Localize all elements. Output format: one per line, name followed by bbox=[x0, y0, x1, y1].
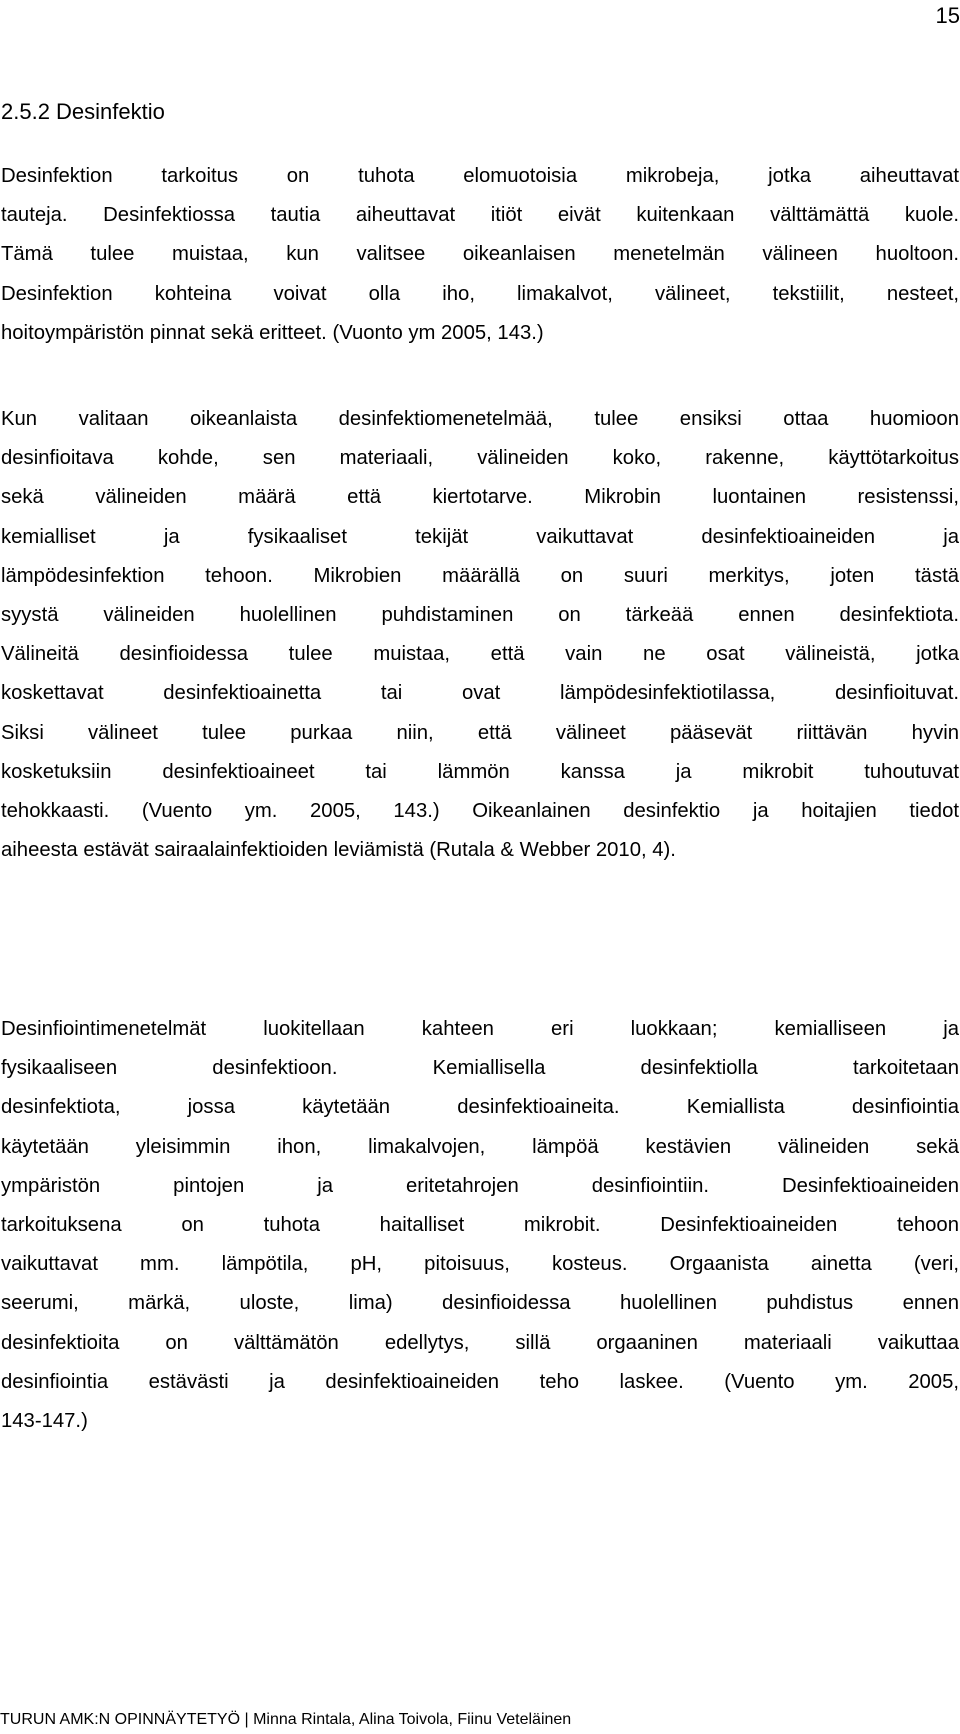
text-line: kosketuksiin desinfektioaineet tai lämmön kanssa ja mikrobit tuhoutuvat bbox=[1, 760, 959, 783]
section-heading: 2.5.2 Desinfektio bbox=[1, 99, 165, 124]
text-line: tehokkaasti. (Vuento ym. 2005, 143.) Oikeanlainen desinfektio ja hoitajien tiedot bbox=[1, 799, 959, 822]
text-line: sekä välineiden määrä että kiertotarve. Mikrobin luontainen resistenssi, bbox=[1, 486, 959, 509]
text-line: koskettavat desinfektioainetta tai ovat lämpödesinfektiotilassa, desinfioituvat. bbox=[1, 682, 959, 705]
text-line: 143-147.) bbox=[1, 1409, 88, 1432]
text-line: aiheesta estävät sairaalainfektioiden leviämistä (Rutala & Webber 2010, 4). bbox=[1, 839, 676, 862]
text-line: lämpödesinfektion tehoon. Mikrobien määrällä on suuri merkitys, joten tästä bbox=[1, 564, 959, 587]
text-line: ympäristön pintojen ja eritetahrojen desinfiointiin. Desinfektioaineiden bbox=[1, 1174, 959, 1197]
text-line: desinfiointia estävästi ja desinfektioaineiden teho laskee. (Vuento ym. 2005, bbox=[1, 1370, 959, 1393]
text-line: syystä välineiden huolellinen puhdistaminen on tärkeää ennen desinfektiota. bbox=[1, 603, 959, 626]
paragraph-3 bbox=[1, 1010, 959, 1441]
text-line: seerumi, märkä, uloste, lima) desinfioidessa huolellinen puhdistus ennen bbox=[1, 1292, 959, 1315]
text-line: tauteja. Desinfektiossa tautia aiheuttavat itiöt eivät kuitenkaan välttämättä kuole. bbox=[1, 204, 959, 227]
text-line: Desinfiointimenetelmät luokitellaan kahteen eri luokkaan; kemialliseen ja bbox=[1, 1018, 959, 1040]
text-line: desinfektioita on välttämätön edellytys, sillä orgaaninen materiaali vaikuttaa bbox=[1, 1331, 959, 1354]
text-line: käytetään yleisimmin ihon, limakalvojen, lämpöä kestävien välineiden sekä bbox=[1, 1135, 959, 1158]
page-footer: TURUN AMK:N OPINNÄYTETYÖ | Minna Rintala, Alina Toivola, Fiinu Veteläinen bbox=[0, 1711, 572, 1728]
text-line: Välineitä desinfioidessa tulee muistaa, että vain ne osat välineistä, jotka bbox=[1, 643, 959, 666]
text-line: tarkoituksena on tuhota haitalliset mikrobit. Desinfektioaineiden tehoon bbox=[1, 1213, 959, 1236]
text-line: desinfioitava kohde, sen materiaali, välineiden koko, rakenne, käyttötarkoitus bbox=[1, 447, 959, 470]
paragraph-1 bbox=[1, 157, 959, 353]
text-line: Siksi välineet tulee purkaa niin, että välineet pääsevät riittävän hyvin bbox=[1, 721, 959, 744]
text-line: Kun valitaan oikeanlaista desinfektiomenetelmää, tulee ensiksi ottaa huomioon bbox=[1, 408, 959, 430]
text-line: Desinfektion kohteina voivat olla iho, limakalvot, välineet, tekstiilit, nesteet, bbox=[1, 282, 959, 305]
text-line: vaikuttavat mm. lämpötila, pH, pitoisuus, kosteus. Orgaanista ainetta (veri, bbox=[1, 1253, 959, 1276]
text-line: fysikaaliseen desinfektioon. Kemiallisella desinfektiolla tarkoitetaan bbox=[1, 1057, 959, 1080]
page-number: 15 bbox=[935, 3, 960, 28]
text-line: hoitoympäristön pinnat sekä eritteet. (Vuonto ym 2005, 143.) bbox=[1, 321, 544, 344]
text-line: Desinfektion tarkoitus on tuhota elomuotoisia mikrobeja, jotka aiheuttavat bbox=[1, 165, 959, 187]
text-line: Tämä tulee muistaa, kun valitsee oikeanlaisen menetelmän välineen huoltoon. bbox=[1, 243, 959, 266]
text-line: kemialliset ja fysikaaliset tekijät vaikuttavat desinfektioaineiden ja bbox=[1, 525, 959, 548]
paragraph-2 bbox=[1, 400, 959, 870]
text-line: desinfektiota, jossa käytetään desinfektioaineita. Kemiallista desinfiointia bbox=[1, 1096, 959, 1119]
